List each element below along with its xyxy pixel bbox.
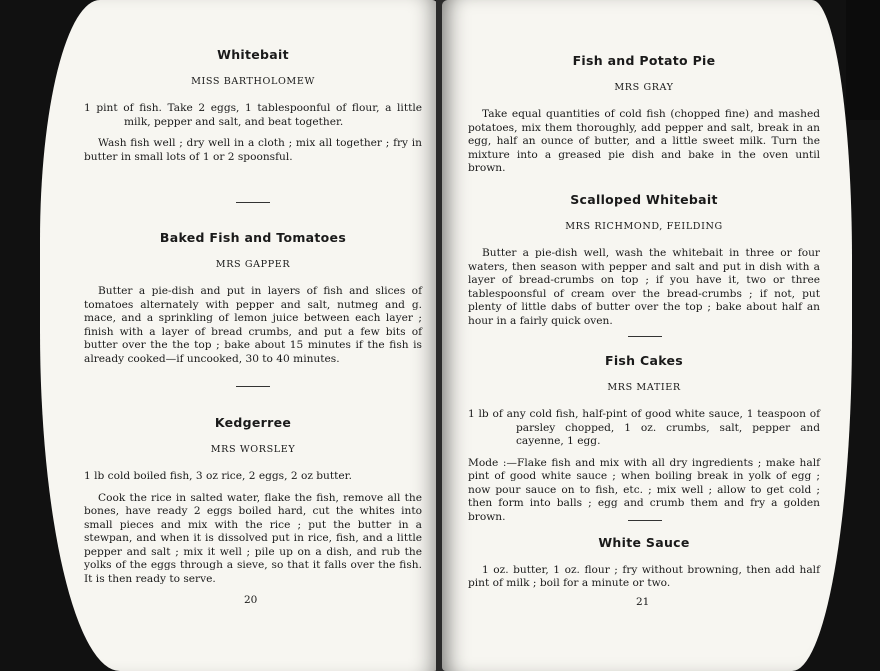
recipe-white-sauce [468,536,820,599]
author-name: MRS RICHMOND, FEILDING [565,220,723,232]
page-number: 21 [636,596,650,608]
recipe-title: Fish and Potato Pie [572,53,716,68]
recipe-ingredients: 1 lb of any cold fish, half-pint of good white sauce, 1 teaspoon of parsley chopped, 1 oz. crumbs, salt, pepper and cayenne, 1 egg. [468,408,820,447]
recipe-title: Fish Cakes [604,353,684,368]
recipe-method: Cook the rice in salted water, flake the fish, remove all the bones, have ready 2 eggs boiled hard, cut the whites into small pieces and mix with the rice ; put the butter in a stewpan, and when it is dissolved put in rice, fish, and a little pepper and salt ; mix it well ; pile up on a dish, and rub the yolks of the eggs through a sieve, so that it falls over the fish. It is then ready to serve. [84,491,422,585]
recipe-title: Scalloped Whitebait [570,192,718,207]
left-page [40,0,438,671]
recipe-whitebait [84,48,422,172]
section-divider [628,336,662,337]
recipe-title: Whitebait [217,47,289,62]
recipe-method: Wash fish well ; dry well in a cloth ; mix all together ; fry in butter in small lots of 1 or 2 spoonsful. [84,137,422,163]
recipe-baked-fish-and-tomatoes [84,231,422,374]
recipe-method: Butter a pie-dish and put in layers of fish and slices of tomatoes alternately with pepper and salt, nutmeg and g. mace, and a sprinkling of lemon juice between each layer ; finish with a layer of bread crumbs, and put a few bits of butter over the the top ; bake about 15 minutes if the fish is already cooked—if uncooked, 30 to 40 minutes. [84,285,422,365]
page-number: 20 [244,594,258,606]
recipe-author [468,220,820,234]
right-page [442,0,852,671]
recipe-ingredients: 1 pint of fish. Take 2 eggs, 1 tablespoonful of flour, a little milk, pepper and salt, and beat together. [84,102,422,128]
section-divider [236,386,270,387]
section-divider [236,202,270,203]
recipe-method: 1 oz. butter, 1 oz. flour ; fry without browning, then add half pint of milk ; boil for a minute or two. [468,563,820,589]
recipe-author: MRS WORSLEY [210,443,296,455]
recipe-method: Take equal quantities of cold fish (chopped fine) and mashed potatoes, mix them thoroughly, add pepper and salt, break in an egg, half an ounce of butter, and a little sweet milk. Turn the mixture into a greased pie dish and bake in the oven until brown. [468,108,820,174]
recipe-kedgerree [84,416,422,594]
section-divider [628,520,662,521]
recipe-method: Butter a pie-dish well, wash the whitebait in three or four waters, then season with pepper and salt and put in dish with a layer of bread-crumbs on top ; if you have it, two or three tablespoonsful of cream over the bread-crumbs ; if not, put plenty of little dabs of butter over the top ; bake about half an hour in a fairly quick oven. [468,247,820,327]
recipe-ingredients: 1 lb cold boiled fish, 3 oz rice, 2 eggs, 2 oz butter. [84,470,352,482]
scan-edge-shadow [846,0,880,120]
recipe-fish-cakes [468,354,820,532]
recipe-scalloped-whitebait [468,193,820,336]
recipe-method: Mode :—Flake fish and mix with all dry ingredients ; make half pint of good white sauce ; when boiling break in yolk of egg ; now pour sauce on to fish, etc. ; mix well ; allow to get cold ; then form into balls ; egg and crumb them and fry a golden brown. [468,456,820,523]
recipe-title: White Sauce [598,535,690,550]
recipe-author: MRS GRAY [614,81,674,93]
recipe-author: MRS GAPPER [215,258,291,270]
recipe-author: MRS MATIER [607,381,681,393]
recipe-title: Baked Fish and Tomatoes [159,230,347,245]
recipe-author: MISS BARTHOLOMEW [191,75,315,87]
recipe-fish-and-potato-pie [468,54,820,184]
recipe-title: Kedgerree [214,415,292,430]
